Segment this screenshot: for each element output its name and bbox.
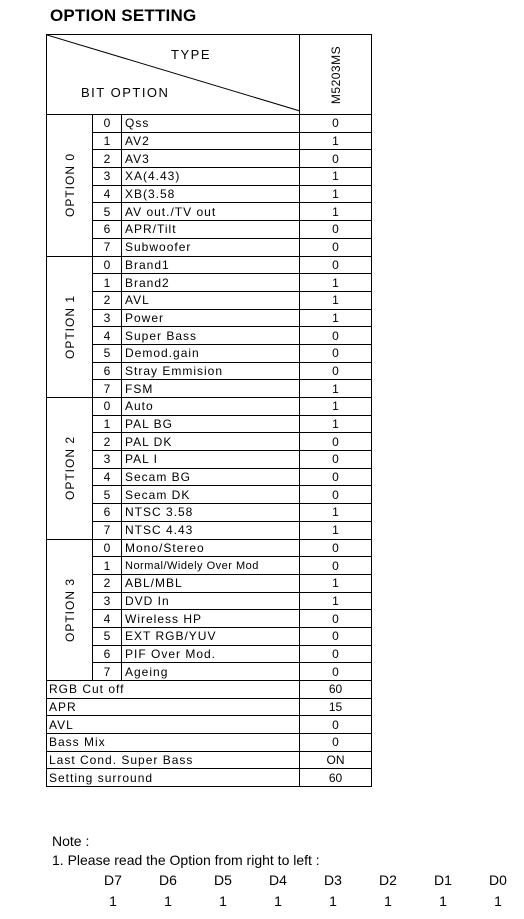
option-row [47,203,372,221]
option-value: 1 [300,185,372,203]
function-label: Super Bass [122,327,300,345]
function-label: PAL DK [122,433,300,451]
function-label: DVD In [122,592,300,610]
bit-number: 5 [93,627,122,645]
function-label: PIF Over Mod. [122,645,300,663]
option-value: 0 [300,256,372,274]
header-diagonal-cell [47,35,300,115]
option-group-label [47,539,93,681]
digit-label: D2 [379,872,397,888]
digit-value: 1 [274,893,282,909]
bit-number: 6 [93,221,122,239]
option-row [47,486,372,504]
bit-number: 1 [93,132,122,150]
function-label: Demod.gain [122,344,300,362]
digit-label: D6 [159,872,177,888]
bit-number: 3 [93,592,122,610]
function-label: PAL I [122,451,300,469]
option-value: 1 [300,132,372,150]
extra-setting-value: 15 [300,698,372,716]
option-row [47,256,372,274]
option-row [47,521,372,539]
option-row [47,433,372,451]
extra-setting-row [47,769,372,787]
function-label: Wireless HP [122,610,300,628]
option-value: 1 [300,592,372,610]
digit-label: D0 [489,872,507,888]
option-value: 1 [300,398,372,416]
bit-number: 0 [93,256,122,274]
digit-label: D1 [434,872,452,888]
function-label: NTSC 3.58 [122,504,300,522]
option-value: 1 [300,504,372,522]
bit-number: 3 [93,168,122,186]
function-label: XA(4.43) [122,168,300,186]
function-label: FSM [122,380,300,398]
option-value: 0 [300,115,372,133]
option-value: 0 [300,486,372,504]
option-row [47,415,372,433]
function-label: ABL/MBL [122,574,300,592]
function-label: Secam BG [122,468,300,486]
extra-setting-label: APR [47,698,300,716]
bit-number: 7 [93,380,122,398]
bit-number: 4 [93,327,122,345]
bit-number: 2 [93,433,122,451]
extra-setting-label: Last Cond. Super Bass [47,751,300,769]
bit-number: 7 [93,521,122,539]
option-group-name: OPTION 0 [62,153,77,218]
option-value: 0 [300,663,372,681]
function-label: Subwoofer [122,238,300,256]
option-value: 1 [300,380,372,398]
extra-setting-row [47,716,372,734]
function-label: Auto [122,398,300,416]
function-label: Stray Emmision [122,362,300,380]
function-label: Brand1 [122,256,300,274]
option-row [47,574,372,592]
extra-setting-value: 60 [300,769,372,787]
option-value: 1 [300,274,372,292]
extra-setting-row [47,698,372,716]
extra-setting-value: 0 [300,716,372,734]
bit-number: 7 [93,238,122,256]
option-value: 0 [300,327,372,345]
option-row [47,168,372,186]
extra-setting-value: ON [300,751,372,769]
digit-value: 1 [329,893,337,909]
option-group-label [47,256,93,398]
option-value: 0 [300,362,372,380]
option-value: 0 [300,539,372,557]
extra-setting-label: Bass Mix [47,734,300,752]
option-row [47,344,372,362]
function-label: AV3 [122,150,300,168]
extra-setting-label: RGB Cut off [47,681,300,699]
option-group-name: OPTION 3 [62,577,77,642]
option-value: 1 [300,291,372,309]
bit-number: 2 [93,574,122,592]
bit-number: 0 [93,398,122,416]
option-value: 1 [300,521,372,539]
bit-number: 1 [93,557,122,575]
option-row [47,150,372,168]
function-label: AV2 [122,132,300,150]
option-row [47,539,372,557]
bit-number: 5 [93,486,122,504]
option-row [47,291,372,309]
note-title: Note : [52,833,90,849]
bit-number: 4 [93,610,122,628]
function-label: NTSC 4.43 [122,521,300,539]
page-title: OPTION SETTING [50,6,197,25]
option-value: 0 [300,610,372,628]
option-value: 0 [300,150,372,168]
bit-number: 6 [93,504,122,522]
option-row [47,380,372,398]
option-row [47,362,372,380]
model-header [300,35,372,115]
note-line-1: 1. Please read the Option from right to left : [52,852,320,868]
option-row [47,610,372,628]
model-label: M5203MS [328,45,343,104]
option-value: 1 [300,574,372,592]
function-label: Power [122,309,300,327]
digit-value: 1 [219,893,227,909]
option-value: 0 [300,238,372,256]
option-row [47,132,372,150]
option-value: 0 [300,344,372,362]
digit-label: D7 [104,872,122,888]
bit-number: 4 [93,468,122,486]
function-label: XB(3.58 [122,185,300,203]
extra-setting-value: 60 [300,681,372,699]
option-row [47,504,372,522]
option-row [47,663,372,681]
digit-value: 1 [164,893,172,909]
option-value: 0 [300,645,372,663]
extra-setting-label: Setting surround [47,769,300,787]
option-row [47,185,372,203]
option-row [47,557,372,575]
bit-number: 0 [93,539,122,557]
function-label: Normal/Widely Over Mod [122,557,300,575]
extra-setting-value: 0 [300,734,372,752]
option-row [47,309,372,327]
option-group-name: OPTION 1 [62,294,77,359]
digit-value: 1 [439,893,447,909]
digit-label: D4 [269,872,287,888]
option-row [47,645,372,663]
function-label: APR/Tilt [122,221,300,239]
function-label: PAL BG [122,415,300,433]
option-row [47,238,372,256]
bit-number: 1 [93,415,122,433]
option-setting-table [46,34,372,787]
bit-number: 5 [93,344,122,362]
option-row [47,398,372,416]
function-label: Mono/Stereo [122,539,300,557]
option-value: 0 [300,451,372,469]
digit-value: 1 [494,893,502,909]
digit-value: 1 [384,893,392,909]
bit-number: 1 [93,274,122,292]
bit-number: 6 [93,362,122,380]
option-row [47,115,372,133]
option-group-name: OPTION 2 [62,436,77,501]
option-value: 0 [300,221,372,239]
option-value: 0 [300,433,372,451]
bit-option-label: BIT OPTION [81,85,170,100]
function-label: Qss [122,115,300,133]
option-value: 1 [300,203,372,221]
bit-number: 4 [93,185,122,203]
option-row [47,592,372,610]
digit-label: D5 [214,872,232,888]
function-label: Brand2 [122,274,300,292]
bit-number: 3 [93,451,122,469]
digit-value: 1 [109,893,117,909]
option-row [47,327,372,345]
option-group-label [47,115,93,257]
function-label: AV out./TV out [122,203,300,221]
function-label: AVL [122,291,300,309]
bit-number: 2 [93,291,122,309]
option-value: 0 [300,557,372,575]
option-row [47,627,372,645]
option-value: 0 [300,627,372,645]
function-label: Secam DK [122,486,300,504]
type-label: TYPE [171,47,211,62]
option-value: 1 [300,168,372,186]
bit-number: 2 [93,150,122,168]
extra-setting-label: AVL [47,716,300,734]
option-row [47,221,372,239]
digit-label: D3 [324,872,342,888]
bit-number: 6 [93,645,122,663]
bit-number: 7 [93,663,122,681]
option-value: 1 [300,309,372,327]
option-group-label [47,398,93,540]
function-label: Ageing [122,663,300,681]
extra-setting-row [47,751,372,769]
option-row [47,274,372,292]
extra-setting-row [47,734,372,752]
function-label: EXT RGB/YUV [122,627,300,645]
option-value: 0 [300,468,372,486]
bit-number: 0 [93,115,122,133]
option-value: 1 [300,415,372,433]
bit-number: 3 [93,309,122,327]
extra-setting-row [47,681,372,699]
bit-number: 5 [93,203,122,221]
option-row [47,451,372,469]
option-row [47,468,372,486]
